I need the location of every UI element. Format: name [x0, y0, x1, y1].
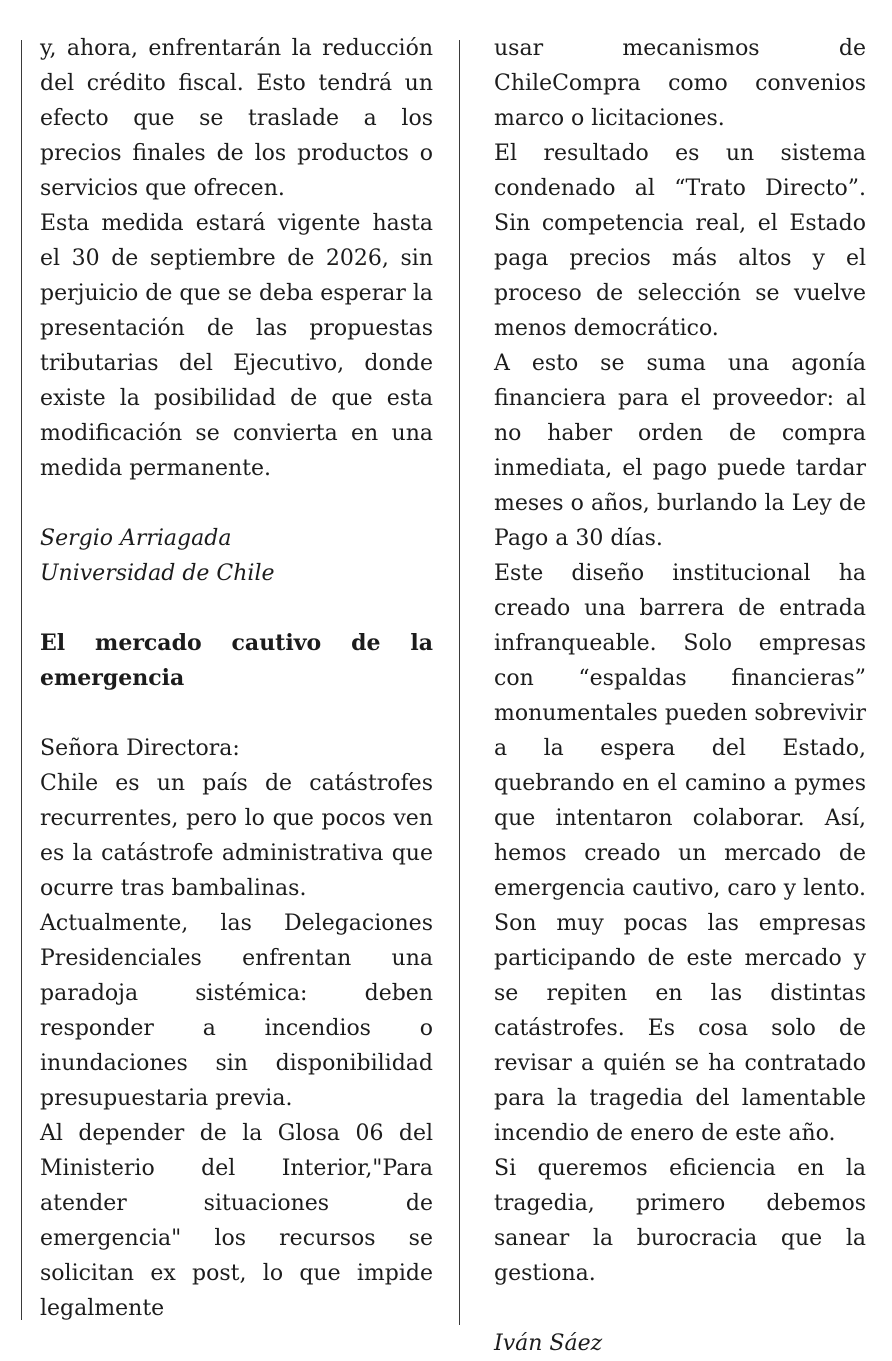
letter-heading: El mercado cautivo de la emergencia: [40, 630, 433, 691]
spacer: [494, 1291, 866, 1326]
left-column-rule: [21, 40, 22, 1320]
spacer: [40, 591, 433, 626]
letter-salutation: Señora Directora:: [40, 736, 240, 761]
paragraph-glosa: Al depender de la Glosa 06 del Ministerio del Interior,"Para atender situaciones de emergencia" los recursos se solicitan ex post, lo que impide legalmente: [40, 1121, 433, 1321]
paragraph-measure-validity: Esta medida estará vigente hasta el 30 de septiembre de 2026, sin perjuicio de que se deba esperar la presentación de las propuestas tributarias del Ejecutivo, donde existe la posibilidad de que esta modificación se convierta en una medida permanente.: [40, 211, 433, 481]
spacer: [40, 486, 433, 521]
paragraph-delegations: Actualmente, las Delegaciones Presidenciales enfrentan una paradoja sistémica: deben responder a incendios o inundaciones sin disponibilidad presupuestaria previa.: [40, 911, 433, 1111]
signature-name: Sergio Arriagada: [40, 526, 232, 551]
paragraph-credit-reduction: y, ahora, enfrentarán la reducción del crédito fiscal. Esto tendrá un efecto que se traslade a los precios finales de los productos o servicios que ofrecen.: [40, 36, 433, 201]
spacer: [40, 696, 433, 731]
left-column: [40, 31, 433, 1326]
paragraph-institutional-design: Este diseño institucional ha creado una barrera de entrada infranqueable. Solo empresas con “espaldas financieras” monumentales pueden sobrevivir a la espera del Estado, quebrando en el camino a pymes que intentaron colaborar. Así, hemos creado un mercado de emergencia cautivo, caro y lento. Son muy pocas las empresas participando de este mercado y se repiten en las distintas catástrofes. Es cosa solo de revisar a quién se ha contratado para la tragedia del lamentable incendio de enero de este año.: [494, 561, 866, 1146]
column-divider-rule: [459, 40, 460, 1325]
paragraph-trato-directo: El resultado es un sistema condenado al “Trato Directo”. Sin competencia real, el Estado paga precios más altos y el proceso de selección se vuelve menos democrático.: [494, 141, 866, 341]
paragraph-chilecompra: usar mecanismos de ChileCompra como convenios marco o licitaciones.: [494, 36, 866, 131]
paragraph-financial-agony: A esto se suma una agonía financiera para el proveedor: al no haber orden de compra inmediata, el pago puede tardar meses o años, burlando la Ley de Pago a 30 días.: [494, 351, 866, 551]
signature-affiliation: Universidad de Chile: [40, 561, 275, 586]
right-column: [494, 31, 866, 1361]
paragraph-efficiency: Si queremos eficiencia en la tragedia, primero debemos sanear la burocracia que la gestiona.: [494, 1156, 866, 1286]
paragraph-chile-catastrophes: Chile es un país de catástrofes recurrentes, pero lo que pocos ven es la catástrofe administrativa que ocurre tras bambalinas.: [40, 771, 433, 901]
signature-name: Iván Sáez: [494, 1331, 603, 1356]
